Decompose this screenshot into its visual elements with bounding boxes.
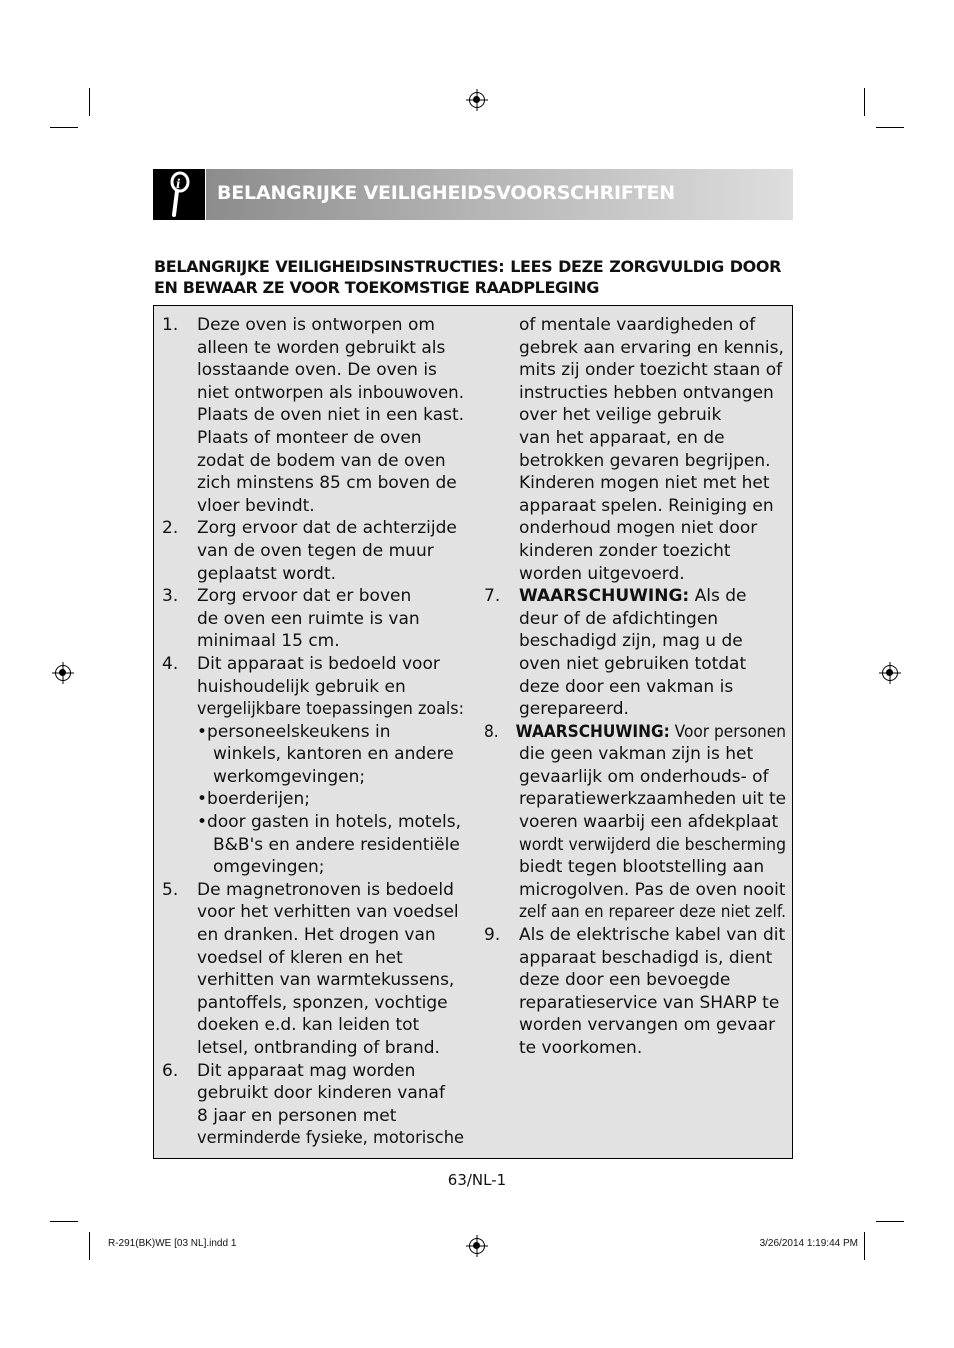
item-line xyxy=(162,947,464,970)
instructions-box xyxy=(153,305,793,1159)
item-text: Zorg ervoor dat er boven xyxy=(197,586,412,607)
item-text: •personeelskeukens in xyxy=(197,721,391,742)
item-text: gebrek aan ervaring en kennis, xyxy=(519,337,784,358)
item-line xyxy=(162,1037,464,1060)
item-line xyxy=(484,472,786,495)
item-text: gerepareerd. xyxy=(519,699,629,720)
svg-text:i: i xyxy=(176,177,181,191)
item-line xyxy=(162,450,464,473)
item-text: verhitten van warmtekussens, xyxy=(197,970,455,991)
item-text: De magnetronoven is bedoeld xyxy=(197,879,454,900)
item-line xyxy=(162,585,464,608)
item-text: reparatiewerkzaamheden uit te xyxy=(519,789,786,810)
item-line xyxy=(162,359,464,382)
item-text: van het apparaat, en de xyxy=(519,427,725,448)
item-line xyxy=(162,879,464,902)
item-line xyxy=(162,563,464,586)
item-line xyxy=(484,901,786,924)
item-text: •boerderijen; xyxy=(197,789,311,810)
item-line xyxy=(484,608,786,631)
item-line xyxy=(484,563,786,586)
bullet-line xyxy=(162,834,464,857)
item-text: oven niet gebruiken totdat xyxy=(519,653,747,674)
item-text: vergelijkbare toepassingen zoals: xyxy=(197,699,464,720)
bullet-line xyxy=(162,743,464,766)
item-line xyxy=(162,992,464,1015)
item-text: Dit apparaat is bedoeld voor xyxy=(197,653,440,674)
item-text: mits zij onder toezicht staan of xyxy=(519,360,783,381)
header-bar xyxy=(206,169,793,220)
item-text: winkels, kantoren en andere xyxy=(213,744,454,765)
crop-mark xyxy=(864,88,865,116)
registration-mark-icon xyxy=(469,92,485,108)
item-text: apparaat spelen. Reiniging en xyxy=(519,495,774,516)
item-line xyxy=(162,1060,464,1083)
item-line xyxy=(484,676,786,699)
crop-mark xyxy=(876,1221,904,1222)
item-text: zodat de bodem van de oven xyxy=(197,450,446,471)
footer-timestamp: 3/26/2014 1:19:44 PM xyxy=(759,1238,858,1249)
item-line xyxy=(162,630,464,653)
item-line xyxy=(484,630,786,653)
page-number: 63/NL-1 xyxy=(447,1171,507,1189)
item-text: doeken e.d. kan leiden tot xyxy=(197,1015,420,1036)
item-line xyxy=(162,427,464,450)
item-number: 3. xyxy=(162,586,179,607)
item-text: kinderen zonder toezicht xyxy=(519,540,731,561)
item-line xyxy=(162,495,464,518)
item-line xyxy=(162,901,464,924)
item-line xyxy=(162,676,464,699)
item-line xyxy=(484,585,786,608)
item-number: 4. xyxy=(162,653,179,674)
item-text: Voor personen xyxy=(669,721,786,742)
item-number: 1. xyxy=(162,315,179,335)
item-line xyxy=(484,834,786,857)
item-line xyxy=(484,540,786,563)
item-line xyxy=(484,1037,786,1060)
item-line xyxy=(484,1014,786,1037)
item-line xyxy=(484,404,786,427)
item-line xyxy=(162,540,464,563)
item-line xyxy=(162,698,464,721)
item-line xyxy=(484,924,786,947)
item-line xyxy=(162,382,464,405)
item-number: 8. xyxy=(484,721,499,742)
item-text: reparatieservice van SHARP te xyxy=(519,992,780,1013)
item-text: Als de xyxy=(689,586,747,607)
item-text: losstaande oven. De oven is xyxy=(197,360,437,381)
item-text: vloer bevindt. xyxy=(197,495,315,516)
item-text: voedsel of kleren en het xyxy=(197,947,403,968)
item-text: minimaal 15 cm. xyxy=(197,631,340,652)
item-text: omgevingen; xyxy=(213,857,325,878)
bullet-line xyxy=(162,856,464,879)
item-text: •door gasten in hotels, motels, xyxy=(197,812,462,833)
right-column xyxy=(484,314,786,1060)
bullet-line xyxy=(162,766,464,789)
item-line xyxy=(484,427,786,450)
item-text: letsel, ontbranding of brand. xyxy=(197,1038,440,1058)
item-line xyxy=(162,517,464,540)
footer-file-info: R-291(BK)WE [03 NL].indd 1 xyxy=(108,1238,237,1249)
item-text: instructies hebben ontvangen xyxy=(519,382,774,403)
item-text: biedt tegen blootstelling aan xyxy=(519,857,765,878)
item-line xyxy=(484,517,786,540)
item-line xyxy=(484,947,786,970)
registration-mark-icon xyxy=(55,665,71,681)
item-line xyxy=(484,879,786,902)
crop-mark xyxy=(50,1221,78,1222)
item-line xyxy=(162,337,464,360)
item-line xyxy=(484,969,786,992)
item-text: voor het verhitten van voedsel xyxy=(197,902,459,923)
item-text: en dranken. Het drogen van xyxy=(197,925,436,946)
item-line xyxy=(484,788,786,811)
item-text: zelf aan en repareer deze niet zelf. xyxy=(519,902,786,923)
item-text: 8 jaar en personen met xyxy=(197,1105,397,1126)
item-text: Als de elektrische kabel van dit xyxy=(519,925,786,946)
item-line xyxy=(162,1105,464,1128)
item-line xyxy=(484,811,786,834)
item-text: pantoffels, sponzen, vochtige xyxy=(197,992,448,1013)
item-line xyxy=(162,1127,464,1150)
crop-mark xyxy=(864,1232,865,1260)
item-text: gebruikt door kinderen vanaf xyxy=(197,1083,445,1104)
item-text: die geen vakman zijn is het xyxy=(519,744,754,765)
item-text: betrokken gevaren begrijpen. xyxy=(519,450,771,471)
registration-mark-icon xyxy=(469,1238,485,1254)
crop-mark xyxy=(89,1232,90,1260)
item-line xyxy=(162,314,464,337)
item-line xyxy=(484,856,786,879)
item-text: Zorg ervoor dat de achterzijde xyxy=(197,518,457,539)
item-line xyxy=(484,766,786,789)
item-text: deur of de afdichtingen xyxy=(519,608,719,629)
warning-label: WAARSCHUWING: xyxy=(519,586,690,607)
item-text: Dit apparaat mag worden xyxy=(197,1060,416,1081)
item-text: Plaats of monteer de oven xyxy=(197,427,422,448)
item-text: of mentale vaardigheden of xyxy=(519,315,756,335)
item-line xyxy=(484,698,786,721)
item-text: verminderde fysieke, motorische xyxy=(197,1128,464,1149)
item-text: alleen te worden gebruikt als xyxy=(197,337,446,358)
item-line xyxy=(484,495,786,518)
item-text: huishoudelijk gebruik en xyxy=(197,676,406,697)
item-text: Deze oven is ontworpen om xyxy=(197,315,435,335)
item-text: over het veilige gebruik xyxy=(519,405,722,426)
item-number: 7. xyxy=(484,586,501,607)
item-text: microgolven. Pas de oven nooit xyxy=(519,879,786,900)
item-line xyxy=(162,969,464,992)
item-text: apparaat beschadigd is, dient xyxy=(519,947,773,968)
page-title: BELANGRIJKE VEILIGHEIDSVOORSCHRIFTEN xyxy=(217,182,675,204)
item-line xyxy=(162,653,464,676)
item-text: niet ontworpen als inbouwoven. xyxy=(197,382,464,403)
header-icon-box xyxy=(153,169,205,220)
item-text: geplaatst wordt. xyxy=(197,563,337,584)
registration-mark-icon xyxy=(882,665,898,681)
item-text: B&B's en andere residentiële xyxy=(213,834,460,855)
item-text: deze door een bevoegde xyxy=(519,970,731,991)
bullet-line xyxy=(162,788,464,811)
item-number: 5. xyxy=(162,879,179,900)
item-line xyxy=(484,721,786,744)
crop-mark xyxy=(876,127,904,128)
item-text: gevaarlijk om onderhouds- of xyxy=(519,766,769,787)
item-line xyxy=(484,337,786,360)
item-text: Plaats de oven niet in een kast. xyxy=(197,405,464,426)
item-text: onderhoud mogen niet door xyxy=(519,518,758,539)
item-text: beschadigd zijn, mag u de xyxy=(519,631,743,652)
warning-label: WAARSCHUWING: xyxy=(515,721,670,742)
item-text: worden uitgevoerd. xyxy=(519,563,685,584)
item-text: Kinderen mogen niet met het xyxy=(519,473,770,494)
item-line xyxy=(162,1082,464,1105)
item-text: van de oven tegen de muur xyxy=(197,540,434,561)
item-line xyxy=(162,404,464,427)
item-text: zich minstens 85 cm boven de xyxy=(197,473,457,494)
item-line xyxy=(484,359,786,382)
bullet-line xyxy=(162,721,464,744)
item-line xyxy=(162,472,464,495)
item-line xyxy=(484,382,786,405)
crop-mark xyxy=(89,88,90,116)
item-line xyxy=(484,450,786,473)
intro-text: BELANGRIJKE VEILIGHEIDSINSTRUCTIES: LEES DEZE ZORGVULDIG DOOR EN BEWAAR ZE VOOR TOEKOMSTIGE RAADPLEGING xyxy=(154,257,781,297)
item-line xyxy=(484,992,786,1015)
item-text: deze door een vakman is xyxy=(519,676,734,697)
item-text: de oven een ruimte is van xyxy=(197,608,420,629)
left-column xyxy=(162,314,464,1150)
item-line xyxy=(162,1014,464,1037)
item-number: 2. xyxy=(162,518,179,539)
item-text: voeren waarbij een afdekplaat xyxy=(519,812,779,833)
bullet-line xyxy=(162,811,464,834)
item-line xyxy=(484,653,786,676)
item-text: werkomgevingen; xyxy=(213,766,366,787)
item-number: 6. xyxy=(162,1060,179,1081)
item-line xyxy=(162,608,464,631)
item-text: te voorkomen. xyxy=(519,1038,643,1058)
spoon-info-icon xyxy=(153,169,205,220)
item-line xyxy=(162,924,464,947)
item-line xyxy=(484,314,786,337)
item-number: 9. xyxy=(484,925,501,946)
item-text: worden vervangen om gevaar xyxy=(519,1015,776,1036)
item-text: wordt verwijderd die bescherming xyxy=(519,834,786,855)
crop-mark xyxy=(50,127,78,128)
item-line xyxy=(484,743,786,766)
